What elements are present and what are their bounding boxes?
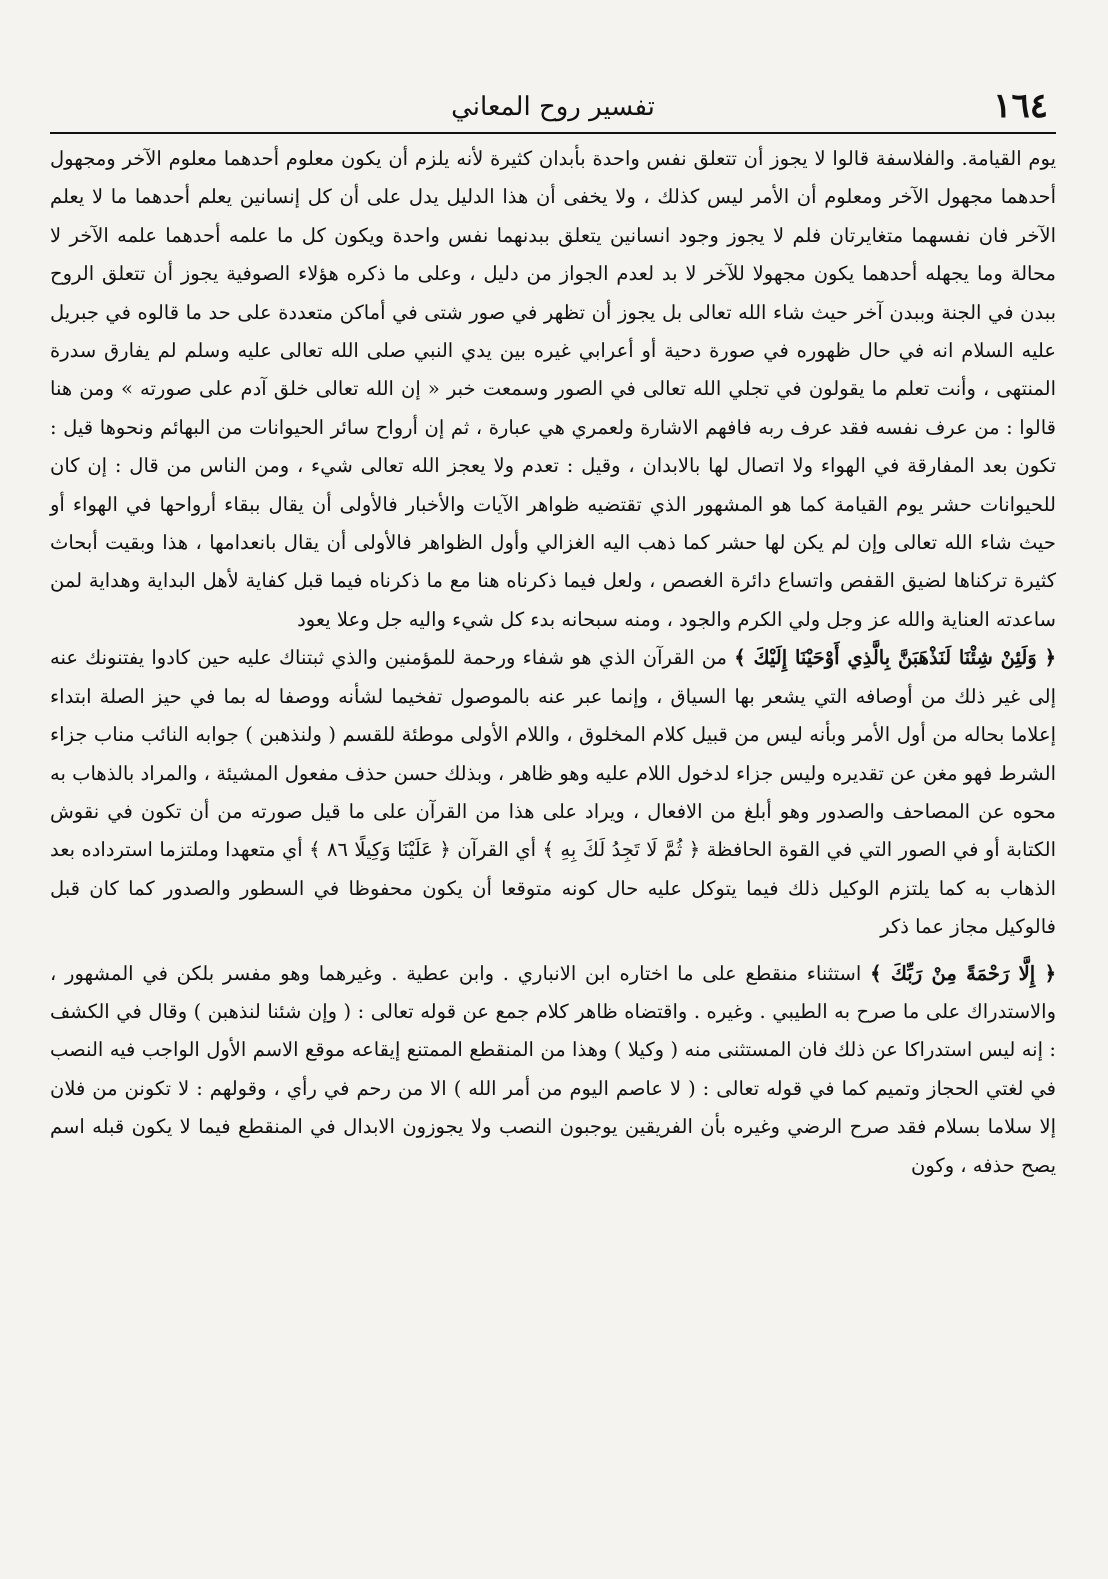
page-number: ١٦٤ (993, 86, 1048, 126)
quran-verse: ﴿ إِلَّا رَحْمَةً مِنْ رَبِّكَ ﴾ (870, 961, 1057, 985)
paragraph-text: من القرآن الذي هو شفاء ورحمة للمؤمنين والذي ثبتناك عليه حين كادوا يفتنونك عنه إلى غير ذلك من أوصافه التي يشعر بها السياق ، وإنما عبر عنه بالموصول تفخيما لشأنه ووصفا له بما في حيز الصلة ابتداء إعلاما بحاله من أول الأمر وبأنه ليس من قبيل كلام المخلوق ، واللام الأولى موطئة للقسم ( ولنذهبن ) جوابه النائب مناب جزاء الشرط فهو مغن عن تقديره وليس جزاء لدخول اللام عليه وهو ظاهر ، وبذلك حسن حذف مفعول المشيئة ، والمراد بالذهاب به محوه عن المصاحف والصدور وهو أبلغ من الافعال ، ويراد على هذا من القرآن على ما قيل صورته من أن تكون في نقوش الكتابة أو في الصور التي في القوة الحافظة ﴿ ثُمَّ لَا تَجِدُ لَكَ بِهِ ﴾ أي القرآن ﴿ عَلَيْنَا وَكِيلًا ٨٦ ﴾ أي متعهدا وملتزما استرداده بعد الذهاب به كما يلتزم الوكيل ذلك فيما يتوكل عليه حال كونه متوقعا أن يكون محفوظا في السطور والصدور كما كان قبل فالوكيل مجاز عما ذكر (50, 646, 1057, 939)
page-body (50, 140, 1056, 1185)
paragraph-text: استثناء منقطع على ما اختاره ابن الانباري . وابن عطية . وغيرهما وهو مفسر بلكن في المشهور ، والاستدراك على ما صرح به الطيبي . وغيره . واقتضاه ظاهر كلام جمع عن قوله تعالى : ( وإن شئنا لنذهبن ) وقال في الكشف : إنه ليس استدراكا عن ذلك فان المستثنى منه ( وكيلا ) وهذا من المنقطع الممتنع إيقاعه موقع الاسم الأول الواجب فيه النصب في لغتي الحجاز وتميم كما في قوله تعالى : ( لا عاصم اليوم من أمر الله ) الا من رحم في رأي ، وقولهم : لا تكونن من فلان إلا سلاما بسلام فقد صرح الرضي وغيره بأن الفريقين يوجبون النصب ولا يجوزون الابدال في المنقطع فيما لا يكون قبله اسم يصح حذفه ، وكون (50, 961, 1056, 1177)
paragraph (50, 639, 1056, 946)
paragraph (50, 140, 1056, 639)
paragraph-text: يوم القيامة. والفلاسفة قالوا لا يجوز أن تتعلق نفس واحدة بأبدان كثيرة لأنه يلزم أن يكون معلوم أحدهما معلوم الآخر ومجهول أحدهما مجهول الآخر ومعلوم أن الأمر ليس كذلك ، ولا يخفى أن هذا الدليل يدل على أن كل إنسانين يعلم أحدهما ما لا يعلم الآخر فان نفسهما متغايرتان فلم لا يجوز وجود انسانين يتعلق ببدنهما نفس واحدة ويكون كل ما علمه أحدهما علمه الآخر لا محالة وما يجهله أحدهما يكون مجهولا للآخر لا بد لعدم الجواز من دليل ، وعلى ما ذكره هؤلاء الصوفية يجوز أن تتعلق الروح ببدن في الجنة وببدن آخر حيث شاء الله تعالى بل يجوز أن تظهر في صور شتى في أماكن متعددة على حد ما قالوه في جبريل عليه السلام انه في حال ظهوره في صورة دحية أو أعرابي غيره بين يدي النبي صلى الله تعالى عليه وسلم لم يفارق سدرة المنتهى ، وأنت تعلم ما يقولون في تجلي الله تعالى في الصور وسمعت خبر « إن الله تعالى خلق آدم على صورته » ومن هنا قالوا : من عرف نفسه فقد عرف ربه فافهم الاشارة ولعمري هي عبارة ، ثم إن أرواح سائر الحيوانات من البهائم ونحوها قيل : تكون بعد المفارقة في الهواء ولا اتصال لها بالابدان ، وقيل : تعدم ولا يعجز الله تعالى شيء ، ومن الناس من قال : إن كان للحيوانات حشر يوم القيامة كما هو المشهور الذي تقتضيه ظواهر الآيات والأخبار فالأولى أن يقال ببقاء أرواحها في الهواء أو حيث شاء الله تعالى وإن لم يكن لها حشر كما ذهب اليه الغزالي وأول الظواهر فالأولى أن يقال بانعدامها ، هذا وبقيت أبحاث كثيرة تركناها لضيق القفص واتساع دائرة الغصص ، ولعل فيما ذكرناه هنا مع ما ذكرناه فيما قبل كفاية لأهل البداية وهداية لمن ساعدته العناية والله عز وجل ولي الكرم والجود ، ومنه سبحانه بدء كل شيء واليه جل وعلا يعود (50, 147, 1056, 631)
page-header (50, 82, 1056, 134)
paragraph (50, 955, 1056, 1185)
quran-verse: ﴿ وَلَئِنْ شِئْنَا لَنَذْهَبَنَّ بِالَّذِي أَوْحَيْنَا إِلَيْكَ ﴾ (734, 646, 1056, 670)
running-title: تفسير روح المعاني (451, 92, 655, 122)
